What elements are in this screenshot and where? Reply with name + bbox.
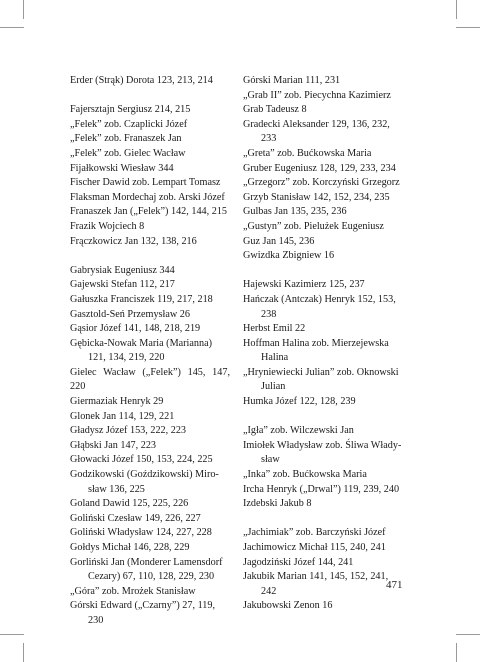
index-entry-text: Jagodziński Józef 144, 241 [243, 556, 354, 568]
index-entry-text: „Grab II” zob. Piecychna Kazimierz [243, 89, 391, 101]
crop-mark [456, 27, 480, 28]
index-entry-text: Frączkowicz Jan 132, 138, 216 [70, 235, 197, 247]
index-entry [70, 541, 230, 556]
index-entry-text: Godzikowski (Goździkowski) Miro- [70, 469, 219, 481]
index-entry [70, 526, 230, 541]
index-entry-text: Gorliński Jan (Monderer Lamensdorf [70, 556, 223, 568]
index-entry-text: „Felek” zob. Czaplicki Józef [70, 118, 188, 130]
index-entry [70, 410, 230, 425]
index-entry-text: Grzyb Stanisław 142, 152, 234, 235 [243, 191, 390, 203]
index-entry-text: Głąbski Jan 147, 223 [70, 439, 157, 451]
index-entry-continuation: Halina [261, 352, 289, 364]
index-entry-text: Gąsior Józef 141, 148, 218, 219 [70, 323, 201, 335]
index-entry [243, 235, 403, 250]
index-entry [243, 337, 403, 366]
index-entry-text: Gruber Eugeniusz 128, 129, 233, 234 [243, 162, 396, 174]
index-entry [243, 103, 403, 118]
index-entry-text: „Góra” zob. Mrożek Stanisław [70, 585, 196, 597]
index-entry-text: Franaszek Jan („Felek”) 142, 144, 215 [70, 206, 228, 218]
index-entry-text: Jachimowicz Michał 115, 240, 241 [243, 542, 386, 553]
index-entry-text: Imiołek Władysław zob. Śliwa Włady- [243, 439, 402, 451]
index-entry-text: Fijałkowski Wiesław 344 [70, 162, 174, 174]
index-entry [243, 322, 403, 337]
index-entry [243, 205, 403, 220]
index-entry [70, 220, 230, 235]
index-entry-text: Jakubowski Zenon 16 [243, 600, 333, 612]
index-entry-text: Gładysz Józef 153, 222, 223 [70, 425, 187, 437]
index-entry-text: Fischer Dawid zob. Lempart Tomasz [70, 177, 221, 189]
index-entry-text: Giermaziak Henryk 29 [70, 396, 164, 408]
page-number: 471 [386, 579, 403, 591]
index-entry [70, 337, 230, 366]
index-entry-continuation: sław [261, 454, 280, 466]
index-entry-text: Górski Marian 111, 231 [243, 75, 341, 86]
index-entry-continuation: sław 136, 225 [88, 483, 145, 495]
index-entry [70, 132, 230, 147]
index-entry [70, 74, 230, 89]
index-entry [70, 424, 230, 439]
index-entry [70, 205, 230, 220]
index-entry-text: Humka Józef 122, 128, 239 [243, 396, 356, 408]
index-entry-continuation: Julian [261, 381, 286, 393]
index-entry [243, 439, 403, 468]
index-entry [70, 162, 230, 177]
index-entry-text: „Igła” zob. Wilczewski Jan [243, 425, 354, 437]
index-entry [70, 439, 230, 454]
index-entry [70, 176, 230, 191]
index-entry-text: Głowacki Józef 150, 153, 224, 225 [70, 454, 213, 466]
index-entry-text: Grab Tadeusz 8 [243, 104, 307, 116]
index-entry-text: „Gustyn” zob. Pielużek Eugeniusz [243, 220, 384, 232]
index-entry [70, 468, 230, 497]
index-entry [70, 191, 230, 206]
index-entry-text: Fajersztajn Sergiusz 214, 215 [70, 104, 191, 116]
index-entry-continuation: 121, 134, 219, 220 [88, 352, 165, 364]
index-entry [70, 118, 230, 133]
index-entry [70, 599, 230, 628]
index-entry [243, 541, 403, 556]
index-entry [243, 293, 403, 322]
index-entry [243, 570, 403, 599]
index-column-left [70, 74, 230, 629]
index-entry-continuation: 242 [261, 585, 277, 597]
index-entry [70, 395, 230, 410]
index-entry [243, 220, 403, 235]
index-entry [70, 264, 230, 279]
index-entry [243, 366, 403, 395]
index-entry [243, 89, 403, 104]
index-entry [70, 293, 230, 308]
index-entry-text: Izdebski Jakub 8 [243, 498, 312, 510]
index-entry-text: Ircha Henryk („Drwal”) 119, 239, 240 [243, 483, 400, 495]
index-entry-text: „Grzegorz” zob. Korczyński Grzegorz [243, 177, 400, 189]
index-entry-text: Hańczak (Antczak) Henryk 152, 153, [243, 293, 396, 305]
index-entry-text: Guz Jan 145, 236 [243, 235, 315, 247]
index-entry [70, 512, 230, 527]
index-entry [70, 453, 230, 468]
index-entry-text: Gwizdka Zbigniew 16 [243, 250, 335, 262]
index-entry-text: Frazik Wojciech 8 [70, 220, 145, 232]
index-entry [243, 278, 403, 293]
index-entry-text: Gielec Wacław („Felek”) 145, 147, 220 [70, 366, 230, 393]
index-entry [70, 366, 230, 395]
index-entry-text: Gulbas Jan 135, 235, 236 [243, 206, 347, 218]
index-entry-text: Hajewski Kazimierz 125, 237 [243, 279, 365, 291]
index-entry [70, 322, 230, 337]
index-entry-text: Goland Dawid 125, 225, 226 [70, 498, 189, 510]
index-entry [70, 497, 230, 512]
index-entry-text: Goliński Czesław 149, 226, 227 [70, 512, 201, 524]
index-entry [70, 585, 230, 600]
index-entry-text: Glonek Jan 114, 129, 221 [70, 410, 175, 422]
index-column-right [243, 74, 403, 614]
crop-mark [0, 27, 24, 28]
index-entry [70, 308, 230, 323]
index-entry [243, 526, 403, 541]
index-entry-text: „Felek” zob. Gielec Wacław [70, 147, 186, 159]
index-entry-continuation: 238 [261, 308, 277, 320]
index-entry [243, 249, 403, 264]
crop-mark [23, 643, 24, 662]
index-entry-text: Górski Edward („Czarny”) 27, 119, [70, 600, 216, 612]
index-entry-text: Gabrysiak Eugeniusz 344 [70, 264, 175, 276]
crop-mark [456, 634, 480, 635]
index-entry-text: Jakubik Marian 141, 145, 152, 241, [243, 571, 389, 583]
index-entry-text: „Felek” zob. Franaszek Jan [70, 133, 182, 145]
index-entry-continuation: Cezary) 67, 110, 128, 229, 230 [88, 571, 215, 583]
index-entry-text: Hoffman Halina zob. Mierzejewska [243, 337, 389, 349]
index-entry [243, 497, 403, 512]
index-entry-text: „Jachimiak” zob. Barczyński Józef [243, 527, 386, 539]
index-entry-continuation: 230 [88, 614, 104, 626]
index-entry-text: „Inka” zob. Bućkowska Maria [243, 469, 367, 481]
index-entry-continuation: 233 [261, 133, 277, 145]
index-entry [243, 176, 403, 191]
index-entry [243, 147, 403, 162]
index-entry [70, 556, 230, 585]
index-entry-text: Flaksman Mordechaj zob. Arski Józef [70, 191, 225, 203]
index-entry [243, 74, 403, 89]
crop-mark [0, 634, 24, 635]
index-entry [243, 468, 403, 483]
index-entry [243, 395, 403, 410]
index-entry-text: Herbst Emil 22 [243, 323, 306, 335]
index-entry [243, 599, 403, 614]
index-entry-text: Gębicka-Nowak Maria (Marianna) [70, 337, 212, 349]
crop-mark [23, 0, 24, 19]
index-entry [70, 103, 230, 118]
index-entry-text: Erder (Strąk) Dorota 123, 213, 214 [70, 75, 213, 86]
index-entry-text: Gajewski Stefan 112, 217 [70, 279, 175, 291]
crop-mark [456, 0, 457, 19]
index-entry [243, 556, 403, 571]
index-entry-text: „Greta” zob. Bućkowska Maria [243, 147, 372, 159]
index-entry [243, 424, 403, 439]
index-entry [243, 118, 403, 147]
index-entry-text: Gradecki Aleksander 129, 136, 232, [243, 118, 390, 130]
index-entry [243, 483, 403, 498]
index-entry-text: Gołdys Michał 146, 228, 229 [70, 542, 190, 553]
index-entry [70, 147, 230, 162]
index-entry [243, 162, 403, 177]
crop-mark [456, 643, 457, 662]
index-entry [70, 235, 230, 250]
index-entry-text: Gałuszka Franciszek 119, 217, 218 [70, 293, 213, 305]
index-entry [70, 278, 230, 293]
index-entry [243, 191, 403, 206]
index-entry-text: Goliński Władysław 124, 227, 228 [70, 527, 212, 539]
index-entry-text: Gasztold-Seń Przemysław 26 [70, 308, 190, 320]
index-entry-text: „Hryniewiecki Julian” zob. Oknowski [243, 366, 399, 378]
